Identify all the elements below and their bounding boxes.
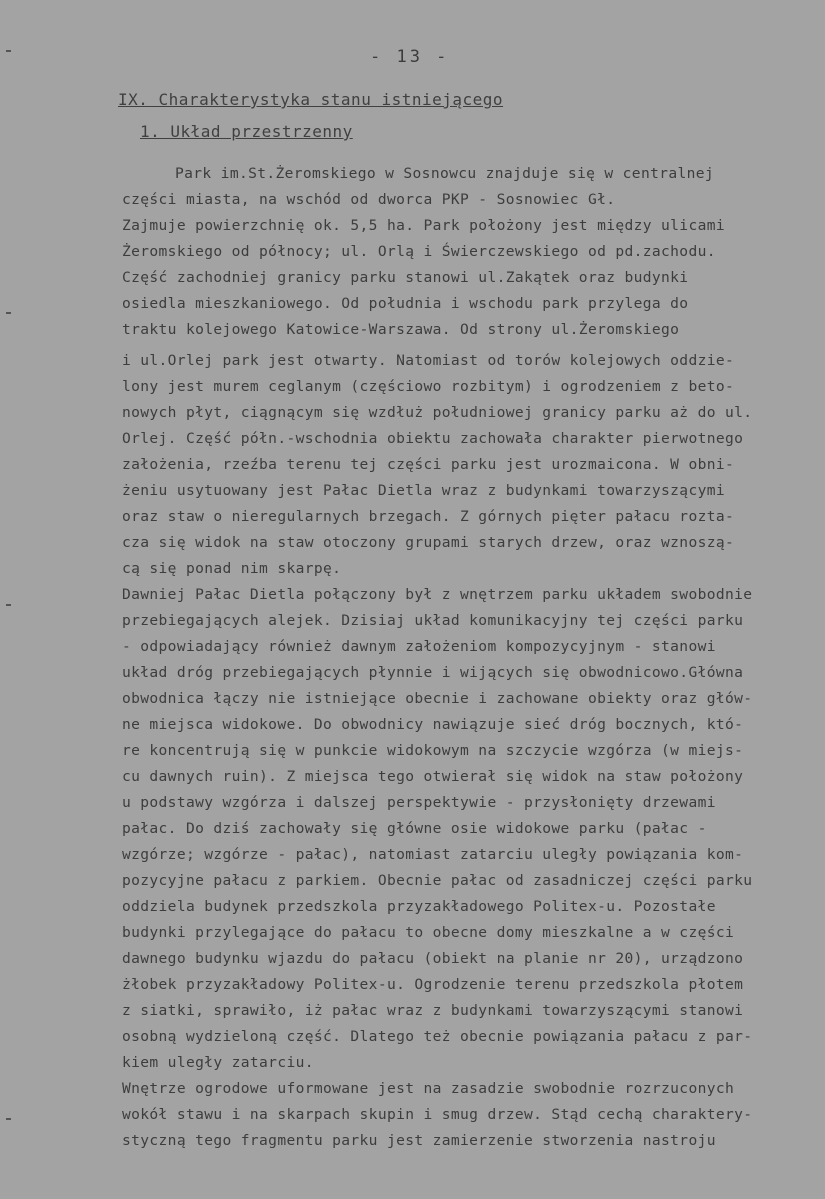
text-line: żłobek przyzakładowy Politex-u. Ogrodzenie terenu przedszkola płotem xyxy=(122,976,744,993)
text-line: wokół stawu i na skarpach skupin i smug drzew. Stąd cechą charaktery- xyxy=(122,1106,753,1123)
text-line: budynki przylegające do pałacu to obecne domy mieszkalne a w części xyxy=(122,924,735,941)
text-line: Orlej. Część półn.-wschodnia obiektu zachowała charakter pierwotnego xyxy=(122,430,744,447)
text-line: założenia, rzeźba terenu tej części parku jest urozmaicona. W obni- xyxy=(122,456,735,473)
text-line: styczną tego fragmentu parku jest zamierzenie stworzenia nastroju xyxy=(122,1132,716,1149)
text-line: pałac. Do dziś zachowały się główne osie widokowe parku (pałac - xyxy=(122,820,707,837)
text-line: i ul.Orlej park jest otwarty. Natomiast od torów kolejowych oddzie- xyxy=(122,352,735,369)
margin-mark xyxy=(6,50,11,52)
text-line: u podstawy wzgórza i dalszej perspektywie - przysłonięty drzewami xyxy=(122,794,716,811)
text-line: z siatki, sprawiło, iż pałac wraz z budynkami towarzyszącymi stanowi xyxy=(122,1002,744,1019)
text-line: ne miejsca widokowe. Do obwodnicy nawiązuje sieć dróg bocznych, któ- xyxy=(122,716,744,733)
text-line: Park im.St.Żeromskiego w Sosnowcu znajduje się w centralnej xyxy=(175,165,715,182)
text-line: traktu kolejowego Katowice-Warszawa. Od strony ul.Żeromskiego xyxy=(122,321,680,338)
text-line: pozycyjne pałacu z parkiem. Obecnie pałac od zasadniczej części parku xyxy=(122,872,753,889)
text-line: cą się ponad nim skarpę. xyxy=(122,560,342,577)
text-line: oddziela budynek przedszkola przyzakładowego Politex-u. Pozostałe xyxy=(122,898,716,915)
subsection-heading: 1. Układ przestrzenny xyxy=(140,122,353,141)
text-line: dawnego budynku wjazdu do pałacu (obiekt na planie nr 20), urządzono xyxy=(122,950,744,967)
text-line: części miasta, na wschód od dworca PKP - Sosnowiec Gł. xyxy=(122,191,616,208)
text-line: kiem uległy zatarciu. xyxy=(122,1054,314,1071)
text-line: Część zachodniej granicy parku stanowi ul.Zakątek oraz budynki xyxy=(122,269,689,286)
text-line: nowych płyt, ciągnącym się wzdłuż południowej granicy parku aż do ul. xyxy=(122,404,753,421)
text-line: wzgórze; wzgórze - pałac), natomiast zatarciu uległy powiązania kom- xyxy=(122,846,744,863)
text-line: - odpowiadający również dawnym założeniom kompozycyjnym - stanowi xyxy=(122,638,716,655)
text-line: lony jest murem ceglanym (częściowo rozbitym) i ogrodzeniem z beto- xyxy=(122,378,735,395)
text-line: cza się widok na staw otoczony grupami starych drzew, oraz wznoszą- xyxy=(122,534,735,551)
text-line: Dawniej Pałac Dietla połączony był z wnętrzem parku układem swobodnie xyxy=(122,586,753,603)
margin-mark xyxy=(6,312,11,314)
section-heading: IX. Charakterystyka stanu istniejącego xyxy=(118,90,504,109)
margin-mark xyxy=(6,1118,11,1120)
text-line: re koncentrują się w punkcie widokowym na szczycie wzgórza (w miejs- xyxy=(122,742,744,759)
text-line: Żeromskiego od północy; ul. Orlą i Świerczewskiego od pd.zachodu. xyxy=(122,243,716,260)
text-line: żeniu usytuowany jest Pałac Dietla wraz z budynkami towarzyszącymi xyxy=(122,482,725,499)
text-line: cu dawnych ruin). Z miejsca tego otwierał się widok na staw położony xyxy=(122,768,744,785)
text-line: osobną wydzieloną część. Dlatego też obecnie powiązania pałacu z par- xyxy=(122,1028,753,1045)
text-line: oraz staw o nieregularnych brzegach. Z górnych pięter pałacu rozta- xyxy=(122,508,735,525)
text-line: obwodnica łączy nie istniejące obecnie i zachowane obiekty oraz głów- xyxy=(122,690,753,707)
text-line: przebiegających alejek. Dzisiaj układ komunikacyjny tej części parku xyxy=(122,612,744,629)
text-line: Zajmuje powierzchnię ok. 5,5 ha. Park położony jest między ulicami xyxy=(122,217,725,234)
text-line: Wnętrze ogrodowe uformowane jest na zasadzie swobodnie rozrzuconych xyxy=(122,1080,735,1097)
margin-mark xyxy=(6,604,11,606)
text-line: układ dróg przebiegających płynnie i wijących się obwodnicowo.Główna xyxy=(122,664,744,681)
text-line: osiedla mieszkaniowego. Od południa i wschodu park przylega do xyxy=(122,295,689,312)
page-number: - 13 - xyxy=(370,47,450,67)
